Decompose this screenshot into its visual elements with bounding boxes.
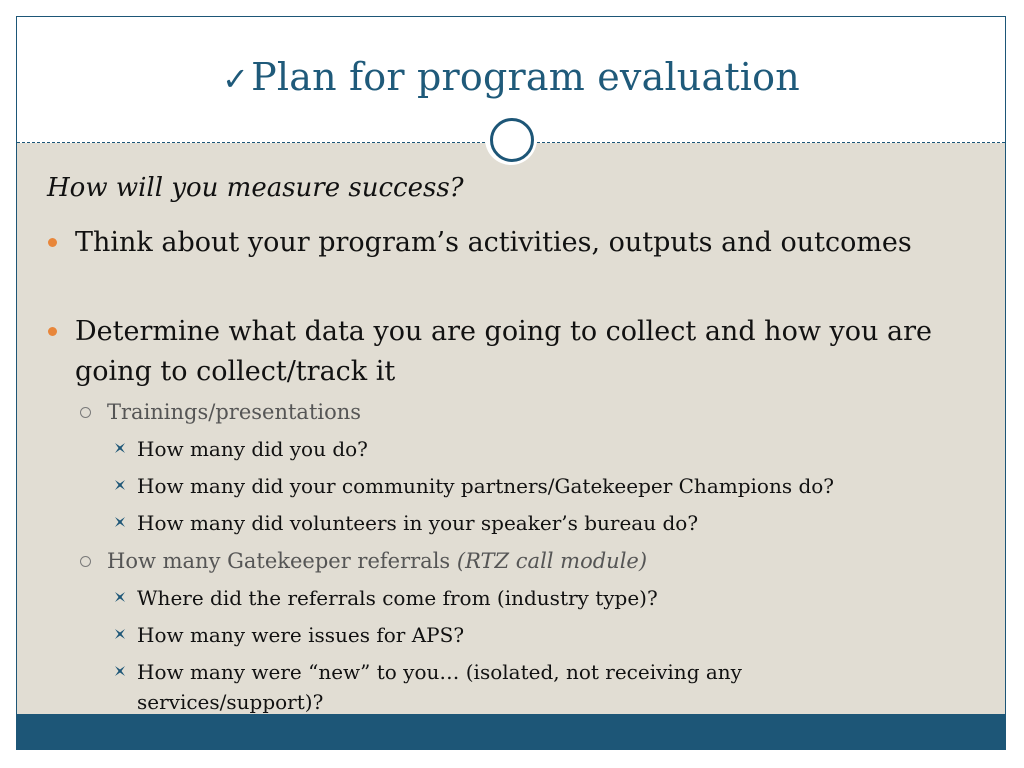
sub-sub-bullet-item [137, 471, 957, 501]
slide-title-text: Plan for program evaluation [251, 55, 800, 99]
sub-bullet-text: Trainings/presentations [107, 400, 362, 424]
star-mark-icon [114, 516, 126, 528]
sub-sub-bullet-item [137, 620, 957, 650]
sub-bullet-text: How many Gatekeeper referrals [107, 549, 457, 573]
checkmark-icon: ✓ [222, 60, 250, 98]
circle-ornament-icon [485, 113, 537, 165]
star-mark-icon [114, 665, 126, 677]
sub-sub-bullet-item [137, 657, 837, 717]
hollow-circle-icon [80, 407, 91, 418]
bullet-text: Think about your program’s activities, outputs and outcomes [75, 227, 912, 258]
sub-bullet-text-italic: (RTZ call module) [456, 549, 648, 573]
circle-ornament-ring [490, 118, 534, 162]
sub-sub-bullet-text: How many did your community partners/Gatekeeper Champions do? [137, 474, 835, 498]
bullet-text: Determine what data you are going to collect and how you are going to collect/track it [75, 316, 932, 387]
sub-bullet-item [107, 546, 907, 576]
star-mark-icon [114, 628, 126, 640]
slide [16, 16, 1006, 750]
sub-sub-bullet-text: How many were “new” to you… (isolated, not receiving any services/support)? [137, 660, 742, 714]
star-mark-icon [114, 442, 126, 454]
bullet-dot-icon [48, 327, 57, 336]
sub-sub-bullet-text: How many were issues for APS? [137, 623, 465, 647]
lead-question: How will you measure success? [47, 173, 464, 203]
sub-bullet-item [107, 397, 907, 427]
star-mark-icon [114, 591, 126, 603]
sub-sub-bullet-text: How many did you do? [137, 437, 368, 461]
sub-sub-bullet-text: Where did the referrals come from (industry type)? [137, 586, 658, 610]
sub-sub-bullet-text: How many did volunteers in your speaker’s bureau do? [137, 511, 699, 535]
bullet-item [75, 223, 965, 263]
slide-title [17, 55, 1005, 99]
star-mark-icon [114, 479, 126, 491]
sub-sub-bullet-item [137, 508, 957, 538]
sub-sub-bullet-item [137, 434, 957, 464]
footer-bar [17, 714, 1005, 749]
hollow-circle-icon [80, 556, 91, 567]
bullet-dot-icon [48, 238, 57, 247]
sub-sub-bullet-item [137, 583, 957, 613]
bullet-item [75, 312, 965, 392]
